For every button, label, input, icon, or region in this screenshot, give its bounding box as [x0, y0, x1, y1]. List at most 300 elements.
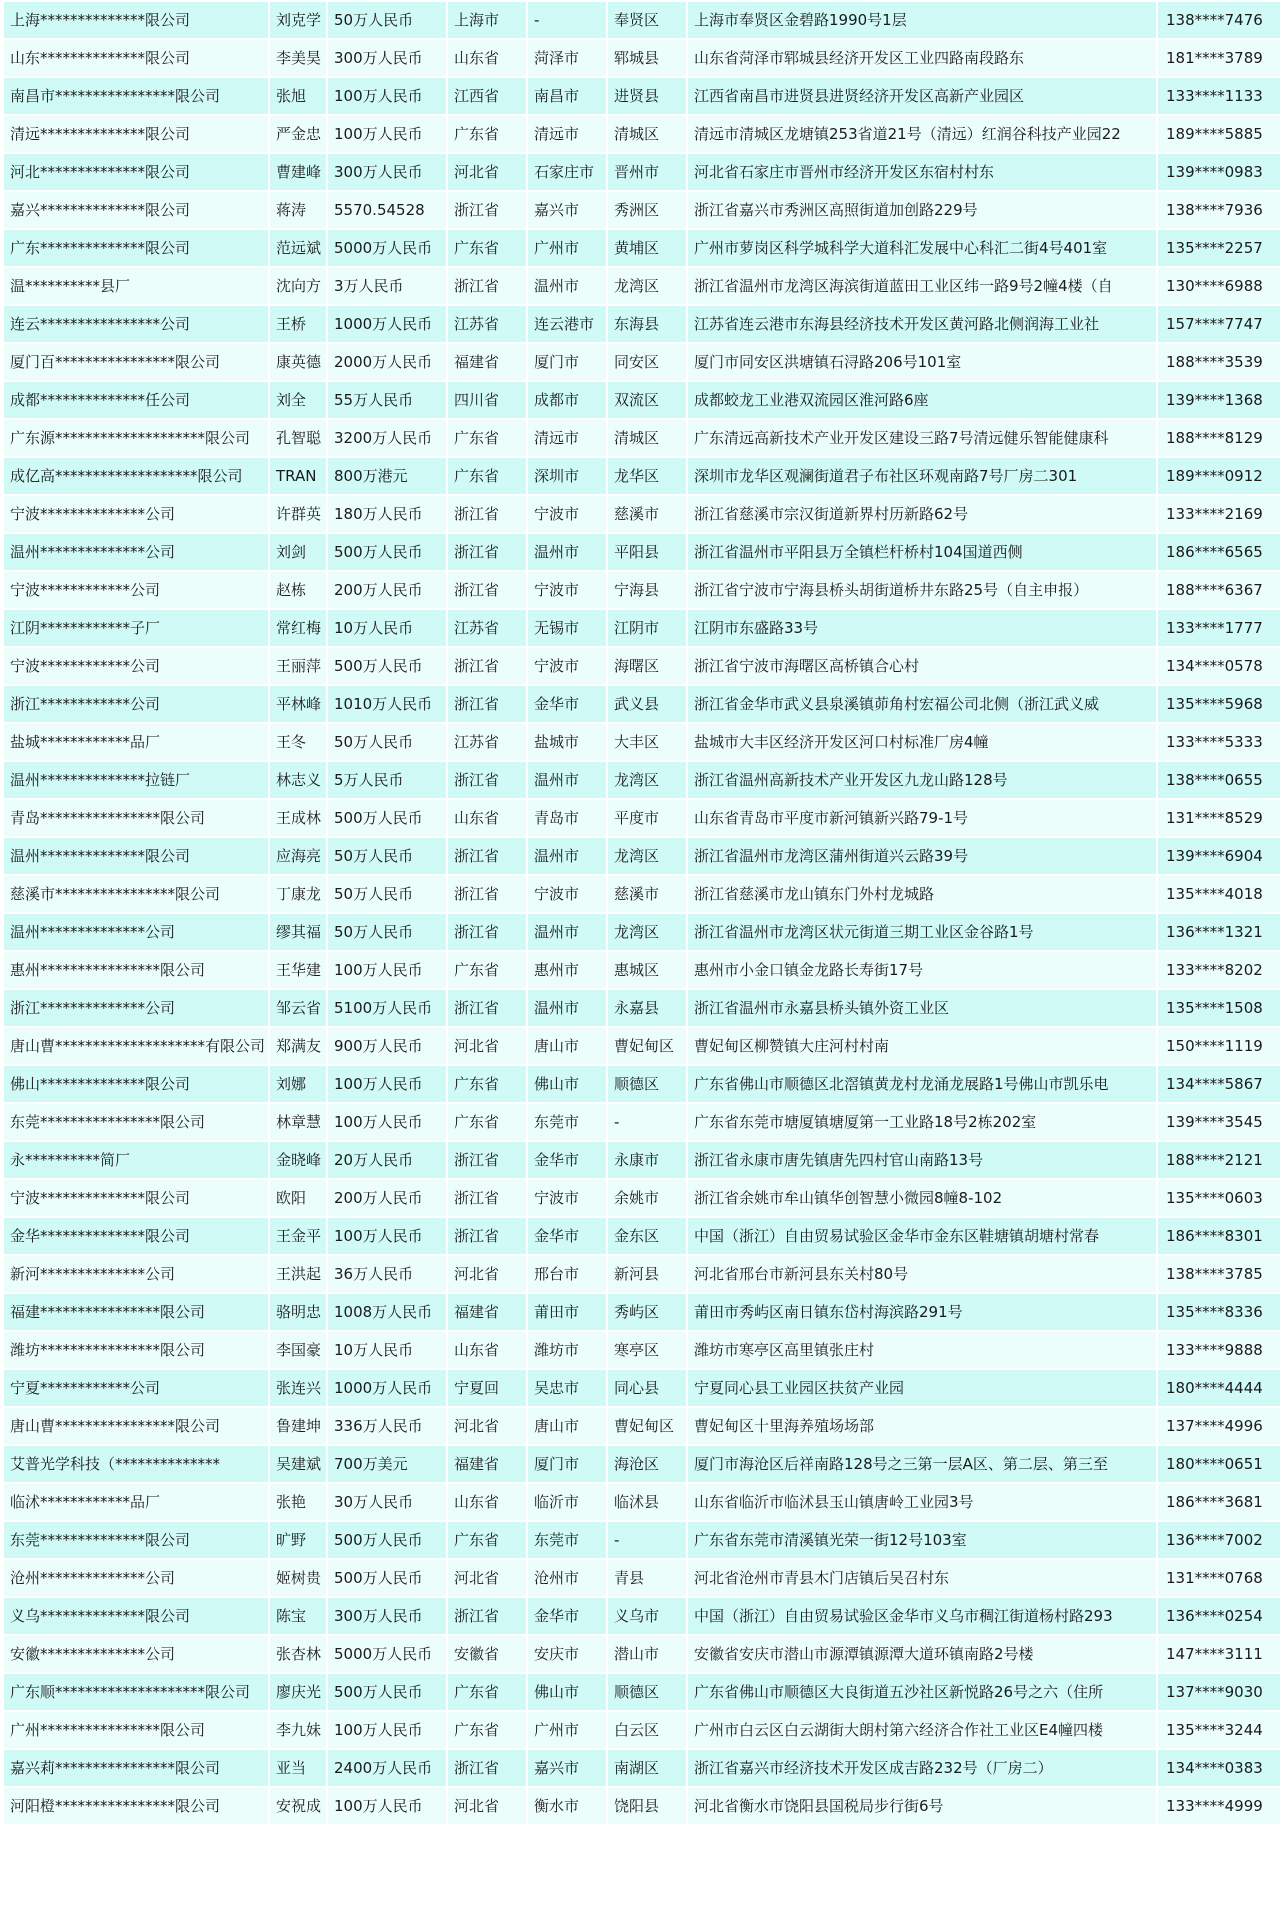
cell-phone: 135****4018 [1158, 876, 1280, 912]
cell-province: 浙江省 [448, 990, 526, 1026]
cell-registered-capital: 50万人民币 [328, 914, 446, 950]
cell-address: 广东省东莞市清溪镇光荣一街12号103室 [688, 1522, 1156, 1558]
cell-legal-rep: 郑满友 [270, 1028, 326, 1064]
cell-phone: 130****6988 [1158, 268, 1280, 304]
table-row [4, 1788, 1280, 1824]
cell-phone: 147****3111 [1158, 1636, 1280, 1672]
cell-legal-rep: 许群英 [270, 496, 326, 532]
cell-district: 平度市 [608, 800, 686, 836]
cell-district: 黄埔区 [608, 230, 686, 266]
cell-registered-capital: 100万人民币 [328, 1218, 446, 1254]
cell-legal-rep: 旷野 [270, 1522, 326, 1558]
cell-address: 成都蛟龙工业港双流园区淮河路6座 [688, 382, 1156, 418]
cell-company-name: 宁波************公司 [4, 572, 268, 608]
cell-phone: 135****5968 [1158, 686, 1280, 722]
table-row [4, 496, 1280, 532]
cell-company-name: 河北**************限公司 [4, 154, 268, 190]
cell-phone: 186****6565 [1158, 534, 1280, 570]
cell-province: 浙江省 [448, 572, 526, 608]
cell-registered-capital: 500万人民币 [328, 1560, 446, 1596]
cell-province: 上海市 [448, 2, 526, 38]
cell-registered-capital: 336万人民币 [328, 1408, 446, 1444]
cell-city: 温州市 [528, 534, 606, 570]
cell-province: 宁夏回 [448, 1370, 526, 1406]
cell-registered-capital: 5000万人民币 [328, 230, 446, 266]
cell-province: 广东省 [448, 1712, 526, 1748]
cell-company-name: 成亿高*******************限公司 [4, 458, 268, 494]
cell-province: 广东省 [448, 1104, 526, 1140]
cell-phone: 137****9030 [1158, 1674, 1280, 1710]
cell-address: 广州市萝岗区科学城科学大道科汇发展中心科汇二街4号401室 [688, 230, 1156, 266]
cell-legal-rep: 严金忠 [270, 116, 326, 152]
cell-address: 莆田市秀屿区南日镇东岱村海滨路291号 [688, 1294, 1156, 1330]
cell-address: 河北省衡水市饶阳县国税局步行街6号 [688, 1788, 1156, 1824]
cell-address: 中国（浙江）自由贸易试验区金华市义乌市稠江街道杨村路293 [688, 1598, 1156, 1634]
cell-district: 新河县 [608, 1256, 686, 1292]
cell-address: 厦门市海沧区后祥南路128号之三第一层A区、第二层、第三至 [688, 1446, 1156, 1482]
cell-company-name: 清远**************限公司 [4, 116, 268, 152]
cell-province: 山东省 [448, 1484, 526, 1520]
cell-registered-capital: 800万港元 [328, 458, 446, 494]
cell-registered-capital: 300万人民币 [328, 1598, 446, 1634]
table-row [4, 458, 1280, 494]
cell-province: 广东省 [448, 230, 526, 266]
cell-company-name: 厦门百****************限公司 [4, 344, 268, 380]
cell-province: 福建省 [448, 344, 526, 380]
cell-phone: 157****7747 [1158, 306, 1280, 342]
cell-phone: 135****8336 [1158, 1294, 1280, 1330]
cell-legal-rep: 王洪起 [270, 1256, 326, 1292]
table-row [4, 420, 1280, 456]
cell-city: 东莞市 [528, 1522, 606, 1558]
cell-province: 江苏省 [448, 724, 526, 760]
cell-province: 河北省 [448, 1408, 526, 1444]
cell-address: 山东省临沂市临沭县玉山镇唐岭工业园3号 [688, 1484, 1156, 1520]
cell-registered-capital: 500万人民币 [328, 1522, 446, 1558]
table-row [4, 306, 1280, 342]
cell-province: 四川省 [448, 382, 526, 418]
cell-company-name: 连云****************公司 [4, 306, 268, 342]
cell-registered-capital: 1010万人民币 [328, 686, 446, 722]
cell-address: 浙江省温州市龙湾区蒲州街道兴云路39号 [688, 838, 1156, 874]
cell-city: 石家庄市 [528, 154, 606, 190]
cell-city: 连云港市 [528, 306, 606, 342]
cell-phone: 136****1321 [1158, 914, 1280, 950]
cell-phone: 134****5867 [1158, 1066, 1280, 1102]
cell-company-name: 广州****************限公司 [4, 1712, 268, 1748]
cell-legal-rep: 蒋涛 [270, 192, 326, 228]
cell-phone: 133****1777 [1158, 610, 1280, 646]
table-row [4, 1484, 1280, 1520]
cell-province: 广东省 [448, 116, 526, 152]
cell-company-name: 南昌市****************限公司 [4, 78, 268, 114]
cell-city: 临沂市 [528, 1484, 606, 1520]
cell-registered-capital: 100万人民币 [328, 78, 446, 114]
cell-phone: 136****0254 [1158, 1598, 1280, 1634]
cell-phone: 138****0655 [1158, 762, 1280, 798]
table-row [4, 1256, 1280, 1292]
cell-legal-rep: 孔智聪 [270, 420, 326, 456]
cell-legal-rep: 亚当 [270, 1750, 326, 1786]
cell-registered-capital: 500万人民币 [328, 648, 446, 684]
cell-company-name: 义乌**************限公司 [4, 1598, 268, 1634]
cell-province: 广东省 [448, 1522, 526, 1558]
cell-phone: 150****1119 [1158, 1028, 1280, 1064]
table-row [4, 1332, 1280, 1368]
cell-registered-capital: 100万人民币 [328, 1788, 446, 1824]
cell-address: 盐城市大丰区经济开发区河口村标准厂房4幢 [688, 724, 1156, 760]
cell-company-name: 广东**************限公司 [4, 230, 268, 266]
cell-district: 南湖区 [608, 1750, 686, 1786]
table-row [4, 192, 1280, 228]
cell-province: 浙江省 [448, 192, 526, 228]
cell-legal-rep: 应海亮 [270, 838, 326, 874]
cell-legal-rep: 欧阳 [270, 1180, 326, 1216]
cell-district: 临沭县 [608, 1484, 686, 1520]
cell-address: 山东省菏泽市郓城县经济开发区工业四路南段路东 [688, 40, 1156, 76]
cell-province: 江苏省 [448, 610, 526, 646]
cell-registered-capital: 10万人民币 [328, 610, 446, 646]
cell-province: 浙江省 [448, 914, 526, 950]
cell-city: 金华市 [528, 686, 606, 722]
cell-registered-capital: 10万人民币 [328, 1332, 446, 1368]
cell-province: 浙江省 [448, 534, 526, 570]
cell-registered-capital: 500万人民币 [328, 1674, 446, 1710]
table-row [4, 534, 1280, 570]
cell-legal-rep: 金晓峰 [270, 1142, 326, 1178]
cell-company-name: 盐城************品厂 [4, 724, 268, 760]
cell-company-name: 上海**************限公司 [4, 2, 268, 38]
cell-phone: 135****1508 [1158, 990, 1280, 1026]
table-row [4, 382, 1280, 418]
table-row [4, 648, 1280, 684]
cell-address: 江苏省连云港市东海县经济技术开发区黄河路北侧润海工业社 [688, 306, 1156, 342]
cell-district: 惠城区 [608, 952, 686, 988]
cell-company-name: 宁波**************公司 [4, 496, 268, 532]
cell-address: 广东省东莞市塘厦镇塘厦第一工业路18号2栋202室 [688, 1104, 1156, 1140]
cell-phone: 188****2121 [1158, 1142, 1280, 1178]
cell-phone: 133****1133 [1158, 78, 1280, 114]
cell-company-name: 山东**************限公司 [4, 40, 268, 76]
cell-registered-capital: 2000万人民币 [328, 344, 446, 380]
cell-district: 晋州市 [608, 154, 686, 190]
cell-phone: 136****7002 [1158, 1522, 1280, 1558]
cell-city: 温州市 [528, 838, 606, 874]
cell-legal-rep: 刘剑 [270, 534, 326, 570]
cell-city: 宁波市 [528, 1180, 606, 1216]
company-table [2, 0, 1280, 1826]
cell-address: 浙江省温州市龙湾区海滨街道蓝田工业区纬一路9号2幢4楼（自 [688, 268, 1156, 304]
table-row [4, 1180, 1280, 1216]
cell-city: 盐城市 [528, 724, 606, 760]
cell-registered-capital: 100万人民币 [328, 1712, 446, 1748]
cell-registered-capital: 1000万人民币 [328, 306, 446, 342]
cell-city: 嘉兴市 [528, 1750, 606, 1786]
cell-city: 金华市 [528, 1598, 606, 1634]
cell-address: 浙江省温州市龙湾区状元街道三期工业区金谷路1号 [688, 914, 1156, 950]
cell-address: 宁夏同心县工业园区扶贫产业园 [688, 1370, 1156, 1406]
cell-province: 福建省 [448, 1294, 526, 1330]
cell-legal-rep: 林章慧 [270, 1104, 326, 1140]
cell-province: 江苏省 [448, 306, 526, 342]
table-row [4, 116, 1280, 152]
cell-legal-rep: 平林峰 [270, 686, 326, 722]
cell-address: 惠州市小金口镇金龙路长寿街17号 [688, 952, 1156, 988]
cell-address: 浙江省宁波市海曙区高桥镇合心村 [688, 648, 1156, 684]
cell-company-name: 温州**************限公司 [4, 838, 268, 874]
cell-registered-capital: 20万人民币 [328, 1142, 446, 1178]
cell-district: 金东区 [608, 1218, 686, 1254]
cell-legal-rep: 张艳 [270, 1484, 326, 1520]
cell-province: 山东省 [448, 1332, 526, 1368]
cell-district: 顺德区 [608, 1066, 686, 1102]
cell-legal-rep: 李九妹 [270, 1712, 326, 1748]
table-row [4, 838, 1280, 874]
cell-phone: 181****3789 [1158, 40, 1280, 76]
cell-phone: 131****8529 [1158, 800, 1280, 836]
cell-legal-rep: 王丽萍 [270, 648, 326, 684]
cell-phone: 139****6904 [1158, 838, 1280, 874]
cell-city: 清远市 [528, 116, 606, 152]
cell-legal-rep: 刘克学 [270, 2, 326, 38]
cell-registered-capital: 3200万人民币 [328, 420, 446, 456]
cell-province: 浙江省 [448, 762, 526, 798]
cell-district: - [608, 1522, 686, 1558]
cell-registered-capital: 2400万人民币 [328, 1750, 446, 1786]
cell-registered-capital: 200万人民币 [328, 1180, 446, 1216]
cell-province: 河北省 [448, 1256, 526, 1292]
cell-address: 浙江省温州高新技术产业开发区九龙山路128号 [688, 762, 1156, 798]
cell-phone: 133****9888 [1158, 1332, 1280, 1368]
table-row [4, 1560, 1280, 1596]
cell-district: 海沧区 [608, 1446, 686, 1482]
cell-district: 龙湾区 [608, 268, 686, 304]
cell-company-name: 河阳橙****************限公司 [4, 1788, 268, 1824]
cell-company-name: 温州**************拉链厂 [4, 762, 268, 798]
cell-district: 义乌市 [608, 1598, 686, 1634]
cell-address: 浙江省温州市永嘉县桥头镇外资工业区 [688, 990, 1156, 1026]
cell-address: 江西省南昌市进贤县进贤经济开发区高新产业园区 [688, 78, 1156, 114]
cell-registered-capital: 5100万人民币 [328, 990, 446, 1026]
cell-phone: 133****5333 [1158, 724, 1280, 760]
cell-city: 嘉兴市 [528, 192, 606, 228]
cell-legal-rep: 范远斌 [270, 230, 326, 266]
cell-city: 沧州市 [528, 1560, 606, 1596]
cell-district: 饶阳县 [608, 1788, 686, 1824]
cell-registered-capital: 36万人民币 [328, 1256, 446, 1292]
cell-province: 浙江省 [448, 1180, 526, 1216]
cell-phone: 135****2257 [1158, 230, 1280, 266]
cell-district: 武义县 [608, 686, 686, 722]
cell-registered-capital: 100万人民币 [328, 1104, 446, 1140]
cell-city: 佛山市 [528, 1674, 606, 1710]
cell-phone: 186****3681 [1158, 1484, 1280, 1520]
cell-legal-rep: 李美昊 [270, 40, 326, 76]
cell-registered-capital: 50万人民币 [328, 838, 446, 874]
table-row [4, 724, 1280, 760]
cell-city: 莆田市 [528, 1294, 606, 1330]
cell-province: 河北省 [448, 1028, 526, 1064]
cell-district: 进贤县 [608, 78, 686, 114]
cell-phone: 139****3545 [1158, 1104, 1280, 1140]
cell-legal-rep: TRAN [270, 458, 326, 494]
cell-district: 奉贤区 [608, 2, 686, 38]
cell-company-name: 宁夏************公司 [4, 1370, 268, 1406]
cell-company-name: 青岛****************限公司 [4, 800, 268, 836]
cell-province: 浙江省 [448, 648, 526, 684]
cell-legal-rep: 张连兴 [270, 1370, 326, 1406]
cell-registered-capital: 200万人民币 [328, 572, 446, 608]
table-row [4, 1370, 1280, 1406]
cell-phone: 138****7476 [1158, 2, 1280, 38]
cell-city: 厦门市 [528, 1446, 606, 1482]
cell-company-name: 安徽**************公司 [4, 1636, 268, 1672]
cell-phone: 131****0768 [1158, 1560, 1280, 1596]
cell-district: 曹妃甸区 [608, 1408, 686, 1444]
cell-legal-rep: 姬树贵 [270, 1560, 326, 1596]
cell-legal-rep: 廖庆光 [270, 1674, 326, 1710]
cell-address: 广州市白云区白云湖街大朗村第六经济合作社工业区E4幢四楼 [688, 1712, 1156, 1748]
cell-address: 河北省沧州市青县木门店镇后吴召村东 [688, 1560, 1156, 1596]
cell-registered-capital: 30万人民币 [328, 1484, 446, 1520]
cell-legal-rep: 张旭 [270, 78, 326, 114]
cell-company-name: 江阴************子厂 [4, 610, 268, 646]
table-row [4, 686, 1280, 722]
table-row [4, 914, 1280, 950]
table-row [4, 344, 1280, 380]
cell-city: 惠州市 [528, 952, 606, 988]
cell-city: 厦门市 [528, 344, 606, 380]
cell-phone: 137****4996 [1158, 1408, 1280, 1444]
cell-legal-rep: 常红梅 [270, 610, 326, 646]
cell-address: 曹妃甸区十里海养殖场场部 [688, 1408, 1156, 1444]
table-row [4, 230, 1280, 266]
cell-phone: 135****0603 [1158, 1180, 1280, 1216]
cell-city: 温州市 [528, 990, 606, 1026]
cell-legal-rep: 骆明忠 [270, 1294, 326, 1330]
cell-address: 广东清远高新技术产业开发区建设三路7号清远健乐智能健康科 [688, 420, 1156, 456]
cell-address: 浙江省嘉兴市秀洲区高照街道加创路229号 [688, 192, 1156, 228]
cell-district: 清城区 [608, 420, 686, 456]
table-row [4, 1446, 1280, 1482]
cell-phone: 139****1368 [1158, 382, 1280, 418]
table-row [4, 1104, 1280, 1140]
cell-legal-rep: 王成林 [270, 800, 326, 836]
cell-district: 慈溪市 [608, 876, 686, 912]
cell-company-name: 宁波************公司 [4, 648, 268, 684]
cell-district: 双流区 [608, 382, 686, 418]
cell-address: 安徽省安庆市潜山市源潭镇源潭大道环镇南路2号楼 [688, 1636, 1156, 1672]
cell-registered-capital: 5570.54528 [328, 192, 446, 228]
cell-company-name: 温**********县厂 [4, 268, 268, 304]
table-row [4, 78, 1280, 114]
cell-district: 海曙区 [608, 648, 686, 684]
cell-province: 山东省 [448, 40, 526, 76]
cell-legal-rep: 丁康龙 [270, 876, 326, 912]
table-row [4, 800, 1280, 836]
cell-address: 浙江省金华市武义县泉溪镇茆角村宏福公司北侧（浙江武义威 [688, 686, 1156, 722]
table-row [4, 1218, 1280, 1254]
cell-phone: 189****0912 [1158, 458, 1280, 494]
cell-city: 衡水市 [528, 1788, 606, 1824]
cell-district: 同心县 [608, 1370, 686, 1406]
cell-city: - [528, 2, 606, 38]
cell-phone: 188****6367 [1158, 572, 1280, 608]
cell-company-name: 宁波**************限公司 [4, 1180, 268, 1216]
cell-registered-capital: 1000万人民币 [328, 1370, 446, 1406]
cell-registered-capital: 900万人民币 [328, 1028, 446, 1064]
cell-registered-capital: 100万人民币 [328, 116, 446, 152]
cell-city: 温州市 [528, 268, 606, 304]
cell-company-name: 东莞**************限公司 [4, 1522, 268, 1558]
cell-city: 潍坊市 [528, 1332, 606, 1368]
cell-company-name: 东莞****************限公司 [4, 1104, 268, 1140]
cell-registered-capital: 1008万人民币 [328, 1294, 446, 1330]
cell-city: 安庆市 [528, 1636, 606, 1672]
cell-registered-capital: 50万人民币 [328, 2, 446, 38]
cell-address: 浙江省温州市平阳县万全镇栏杆桥村104国道西侧 [688, 534, 1156, 570]
cell-company-name: 永**********简厂 [4, 1142, 268, 1178]
cell-legal-rep: 王冬 [270, 724, 326, 760]
cell-district: 曹妃甸区 [608, 1028, 686, 1064]
cell-registered-capital: 50万人民币 [328, 876, 446, 912]
cell-district: 顺德区 [608, 1674, 686, 1710]
cell-legal-rep: 沈向方 [270, 268, 326, 304]
cell-legal-rep: 曹建峰 [270, 154, 326, 190]
cell-province: 河北省 [448, 1560, 526, 1596]
cell-registered-capital: 3万人民币 [328, 268, 446, 304]
cell-address: 浙江省永康市唐先镇唐先四村官山南路13号 [688, 1142, 1156, 1178]
table-row [4, 876, 1280, 912]
cell-province: 浙江省 [448, 268, 526, 304]
cell-company-name: 新河**************公司 [4, 1256, 268, 1292]
cell-district: 江阴市 [608, 610, 686, 646]
cell-city: 温州市 [528, 914, 606, 950]
cell-province: 浙江省 [448, 1598, 526, 1634]
cell-province: 浙江省 [448, 496, 526, 532]
cell-province: 广东省 [448, 458, 526, 494]
table-row [4, 1598, 1280, 1634]
cell-phone: 188****8129 [1158, 420, 1280, 456]
cell-province: 河北省 [448, 154, 526, 190]
cell-city: 佛山市 [528, 1066, 606, 1102]
cell-company-name: 佛山**************限公司 [4, 1066, 268, 1102]
cell-registered-capital: 700万美元 [328, 1446, 446, 1482]
table-row [4, 952, 1280, 988]
cell-district: 平阳县 [608, 534, 686, 570]
cell-city: 东莞市 [528, 1104, 606, 1140]
cell-phone: 133****8202 [1158, 952, 1280, 988]
table-row [4, 1712, 1280, 1748]
cell-company-name: 温州**************公司 [4, 534, 268, 570]
cell-legal-rep: 刘娜 [270, 1066, 326, 1102]
cell-company-name: 嘉兴**************限公司 [4, 192, 268, 228]
cell-address: 潍坊市寒亭区高里镇张庄村 [688, 1332, 1156, 1368]
table-row [4, 1750, 1280, 1786]
cell-address: 浙江省嘉兴市经济技术开发区成吉路232号（厂房二） [688, 1750, 1156, 1786]
cell-phone: 135****3244 [1158, 1712, 1280, 1748]
cell-province: 安徽省 [448, 1636, 526, 1672]
cell-phone: 134****0383 [1158, 1750, 1280, 1786]
cell-address: 浙江省慈溪市龙山镇东门外村龙城路 [688, 876, 1156, 912]
cell-district: 青县 [608, 1560, 686, 1596]
cell-phone: 189****5885 [1158, 116, 1280, 152]
cell-legal-rep: 李国豪 [270, 1332, 326, 1368]
cell-city: 邢台市 [528, 1256, 606, 1292]
cell-phone: 138****3785 [1158, 1256, 1280, 1292]
cell-registered-capital: 100万人民币 [328, 1066, 446, 1102]
cell-district: - [608, 1104, 686, 1140]
